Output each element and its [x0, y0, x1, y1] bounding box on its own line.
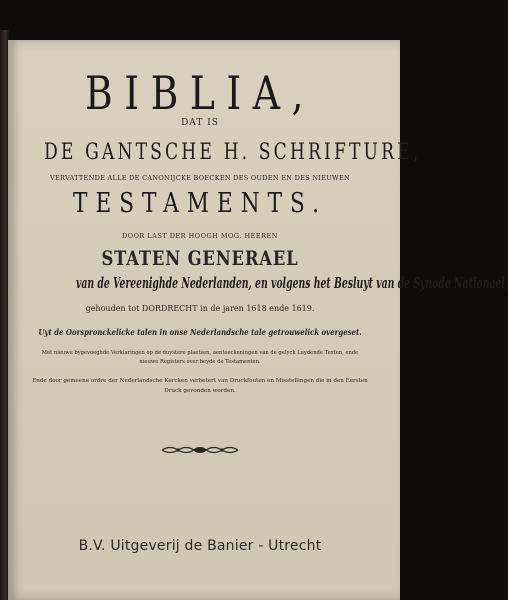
- ende-line-1: Ende door gemeene ordre der Nederlandsche Kercken verbetert van Druckfouten en Misstellingen die in den Eersten: [32, 378, 368, 384]
- met-line-2: nieuwe Registers over beyde de Testamenten.: [139, 359, 261, 365]
- subtitle: DE GANTSCHE H. SCHRIFTURE,: [44, 140, 422, 165]
- met-line-1: Met nieuwe bygevoeghde Verklaringen op de duystere plaetsen, aenteeckeningen van de gelyck Luydende Texten, ende: [41, 350, 359, 356]
- gehouden-line: gehouden tot DORDRECHT in de jaren 1618 ende 1619.: [85, 304, 315, 313]
- door-last-line: DOOR LAST DER HOOGH MOG. HEEREN: [122, 232, 278, 240]
- ende-line-2: Druck gevonden worden.: [164, 388, 236, 394]
- testaments-heading: TESTAMENTS.: [73, 188, 327, 219]
- staten-generael-heading: STATEN GENERAEL: [101, 246, 299, 270]
- dat-is-line: DAT IS: [181, 118, 219, 128]
- uyt-line: Uyt de Oorspronckelicke talen in onse Nederlandsche tale getrouwelick overgeset.: [38, 328, 362, 338]
- vervattende-line: VERVATTENDE ALLE DE CANONIJCKE BOECKEN DES OUDEN EN DES NIEUWEN: [49, 174, 351, 182]
- publisher-line: B.V. Uitgeverij de Banier - Utrecht: [78, 538, 322, 554]
- scroll-ornament-icon: [160, 444, 240, 456]
- page-title: BIBLIA,: [85, 66, 315, 120]
- vereenighde-line: van de Vereenighde Nederlanden, en volgens het Besluyt van de Synode Nationael,: [76, 274, 508, 292]
